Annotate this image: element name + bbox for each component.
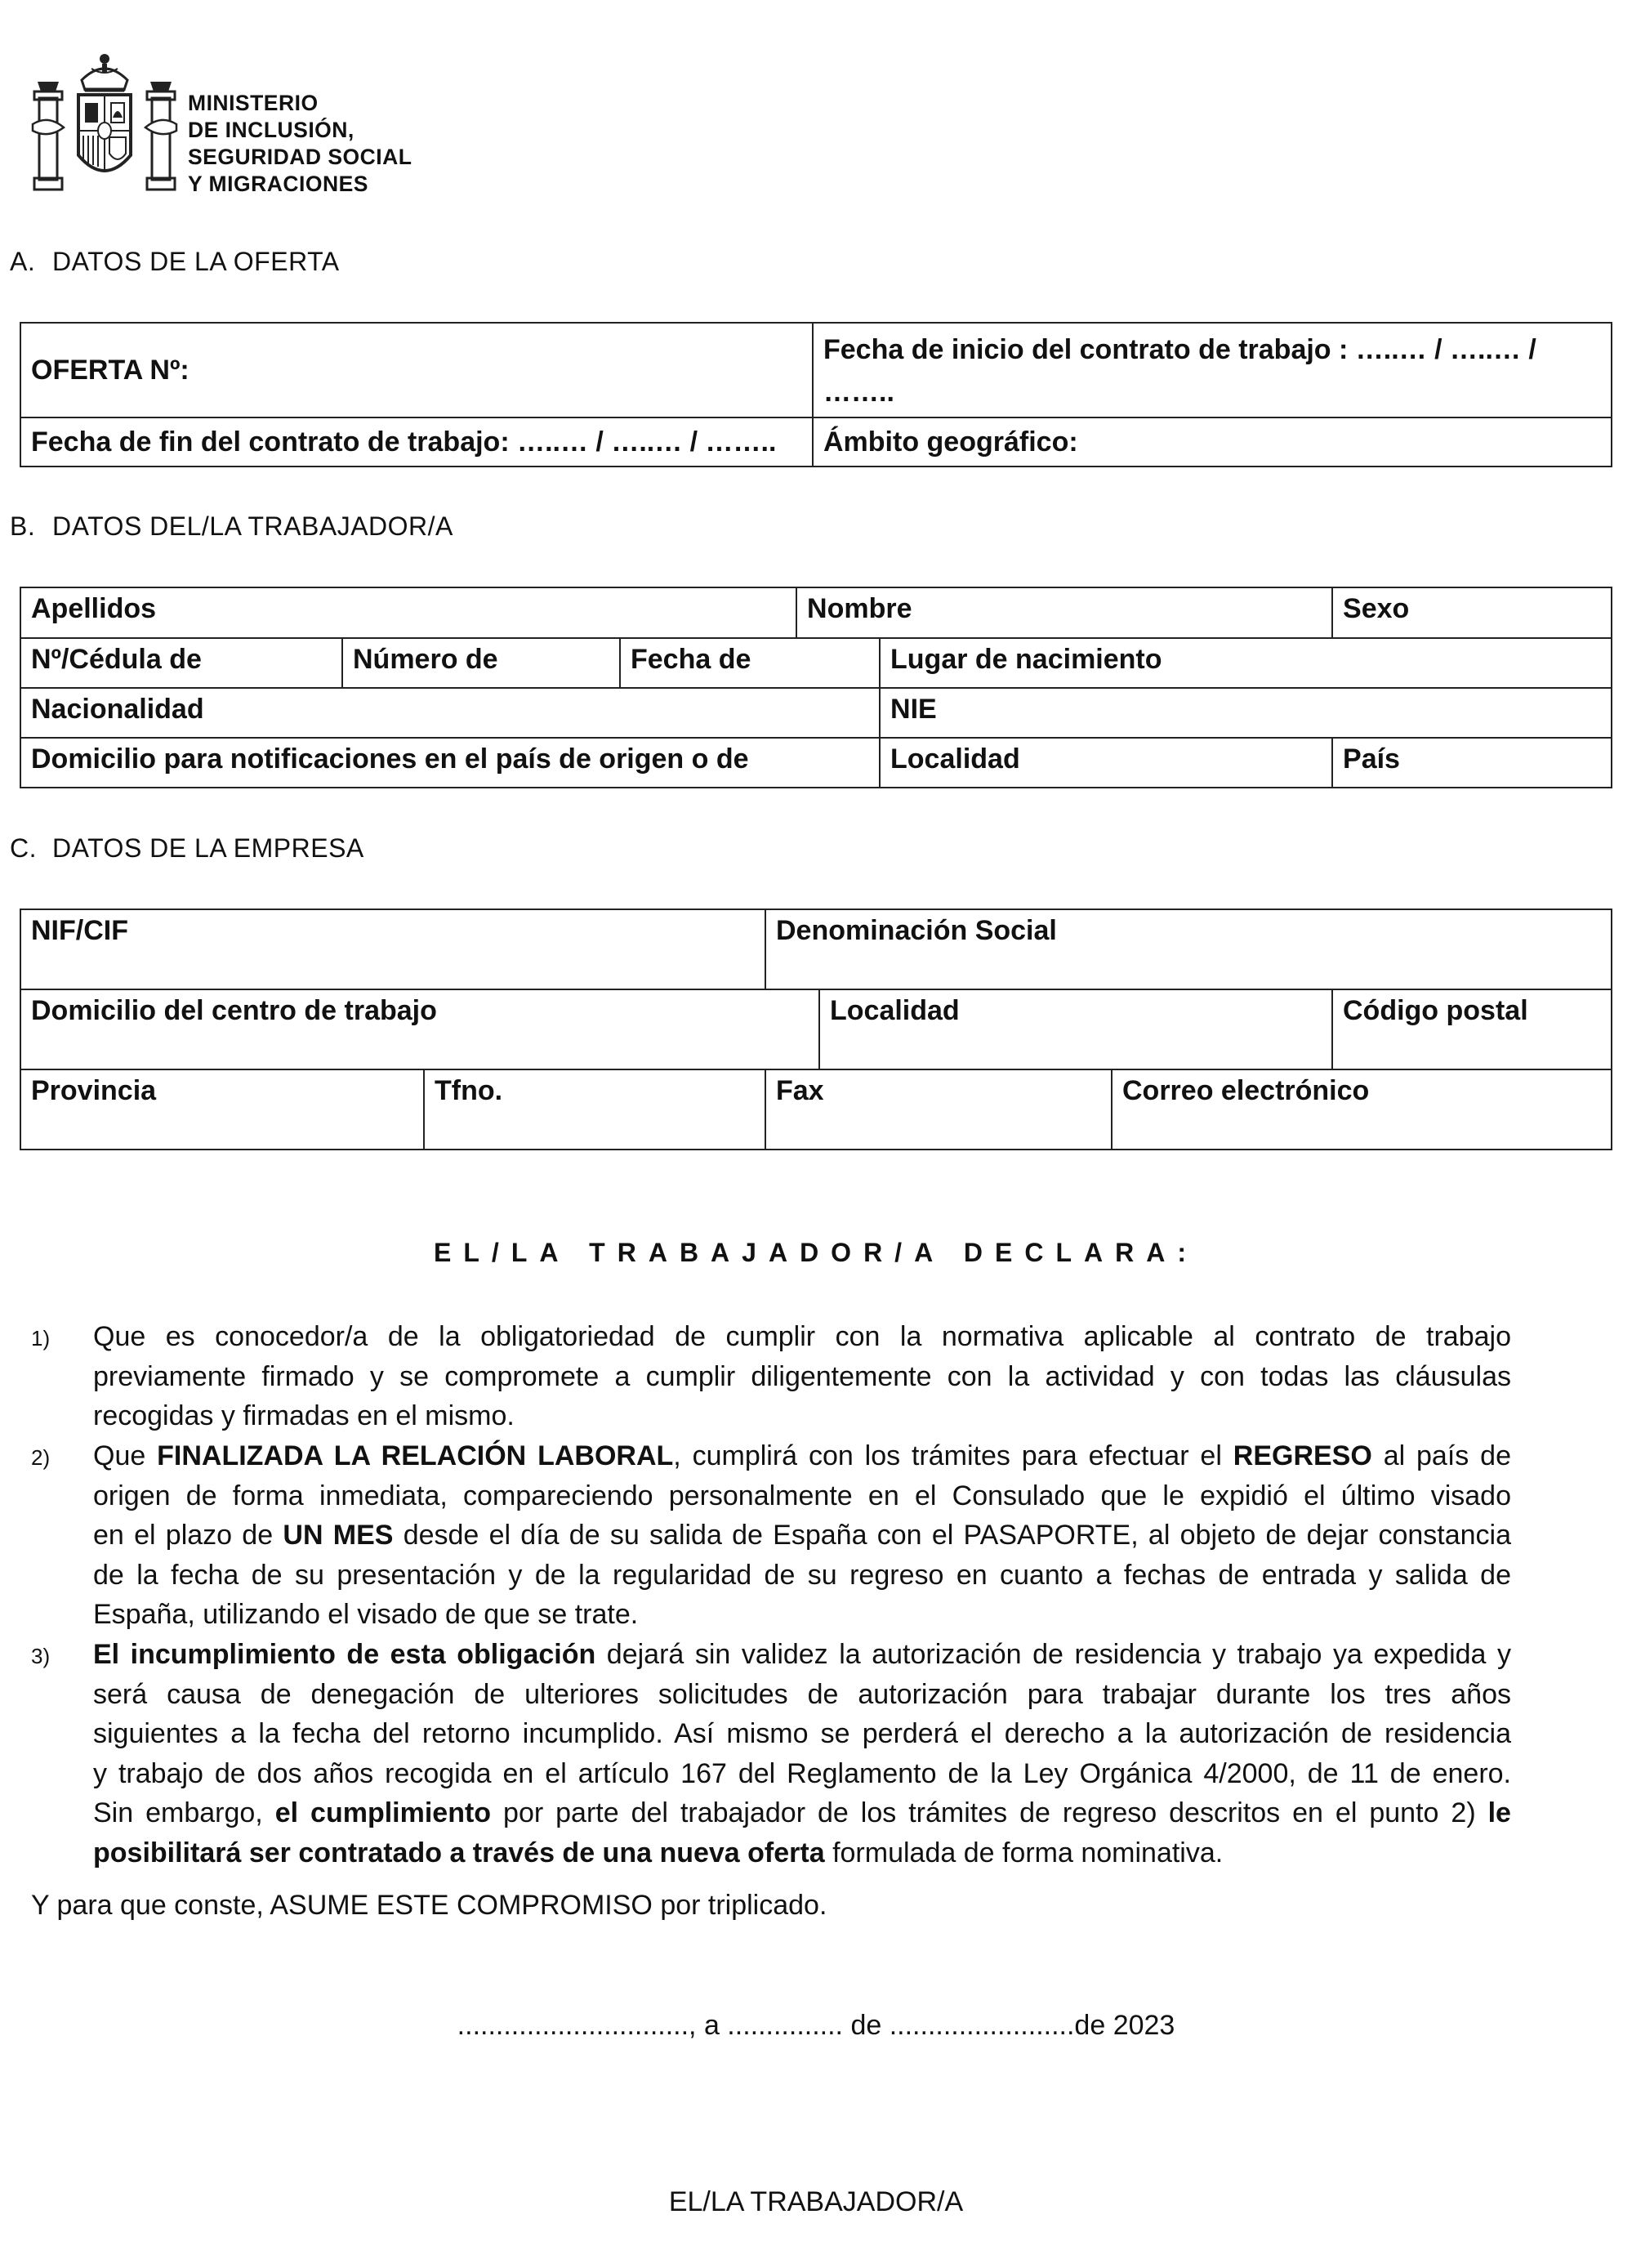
phone-label: Tfno. <box>435 1075 503 1106</box>
nif-field[interactable] <box>20 909 765 989</box>
birth-date-label: Fecha de <box>631 644 751 675</box>
section-b-letter: B. <box>10 511 36 541</box>
company-name-label: Denominación Social <box>776 915 1057 946</box>
section-c-heading <box>10 833 364 864</box>
contract-end-date-field[interactable] <box>20 417 813 467</box>
section-c-letter: C. <box>10 833 37 863</box>
ministry-line-4: Y MIGRACIONES <box>188 172 368 196</box>
item-3-text-5a: Sin embargo, <box>93 1797 263 1828</box>
signature-label: EL/LA TRABAJADOR/A <box>668 2186 964 2217</box>
workplace-address-field[interactable] <box>20 989 819 1069</box>
item-1-line-2: previamente firmado y se compromete a cumplir diligentemente con la actividad y con todas las cláusulas <box>93 1360 1511 1392</box>
item-2-line-2: origen de forma inmediata, compareciendo personalmente en el Consulado que le expidió el último visado <box>93 1480 1511 1511</box>
workplace-address-label: Domicilio del centro de trabajo <box>31 995 437 1026</box>
ministry-line-1: MINISTERIO <box>188 91 319 115</box>
section-a-heading <box>10 247 340 277</box>
birth-date-field[interactable] <box>620 638 880 688</box>
province-label: Provincia <box>31 1075 157 1106</box>
worker-table <box>20 587 1612 788</box>
item-2-bold-finalizada: FINALIZADA LA RELACIÓN LABORAL <box>157 1440 674 1471</box>
section-a-letter: A. <box>10 247 36 276</box>
section-a-title: DATOS DE LA OFERTA <box>52 247 340 276</box>
ministry-line-3: SEGURIDAD SOCIAL <box>188 145 412 169</box>
item-3-text-1b: dejará sin validez la autorización de residencia y trabajo ya expedida y <box>606 1639 1512 1670</box>
item-2-text-a: Que <box>93 1440 146 1471</box>
item-2-text-c: , cumplirá con los trámites para efectuar el <box>673 1440 1222 1471</box>
item-1-line-1: Que es conocedor/a de la obligatoriedad de cumplir con la normativa aplicable al contrato de trabajo <box>93 1321 1511 1352</box>
item-3-bold-incumplimiento: El incumplimiento de esta obligación <box>93 1639 596 1670</box>
company-name-field[interactable] <box>765 909 1612 989</box>
item-1-number: 1) <box>31 1326 51 1351</box>
id-card-field[interactable] <box>20 638 342 688</box>
sex-label: Sexo <box>1343 593 1410 624</box>
email-field[interactable] <box>1112 1069 1612 1150</box>
item-3-number: 3) <box>31 1644 51 1668</box>
ministry-line-2: DE INCLUSIÓN, <box>188 118 354 142</box>
item-1-line-3: recogidas y firmadas en el mismo. <box>93 1400 515 1431</box>
first-name-field[interactable] <box>796 587 1332 638</box>
contract-start-date-label: Fecha de inicio del contrato de trabajo : …..… / …..… / <box>823 334 1536 365</box>
nie-field[interactable] <box>880 688 1612 738</box>
item-2-line-1 <box>93 1436 1511 1476</box>
offer-table <box>20 322 1612 467</box>
phone-field[interactable] <box>424 1069 765 1150</box>
declaration-item-3 <box>31 1635 1511 1873</box>
item-2-number: 2) <box>31 1445 51 1470</box>
country-label: País <box>1343 743 1400 775</box>
surname-label: Apellidos <box>31 593 157 624</box>
nie-label: NIE <box>890 694 937 725</box>
worker-locality-label: Localidad <box>890 743 1020 775</box>
contract-start-date-label-cont: …….. <box>823 377 894 408</box>
contract-end-date-label: Fecha de fin del contrato de trabajo: …..… / …..… / …….. <box>31 426 777 458</box>
surname-field[interactable] <box>20 587 796 638</box>
item-2-line-4: de la fecha de su presentación y de la regularidad de su regreso en cuanto a fechas de entrada y salida de <box>93 1559 1511 1591</box>
ministry-header <box>31 49 488 200</box>
declaration-item-1 <box>31 1317 1511 1436</box>
company-locality-label: Localidad <box>830 995 960 1026</box>
section-b-heading <box>10 511 453 542</box>
item-3-bold-le: le <box>1487 1797 1511 1828</box>
item-3-line-3: siguientes a la fecha del retorno incumplido. Así mismo se perderá el derecho a la autorización de residencia <box>93 1718 1511 1749</box>
geographic-scope-label: Ámbito geográfico: <box>823 426 1078 458</box>
country-field[interactable] <box>1332 738 1612 788</box>
geographic-scope-field[interactable] <box>813 417 1612 467</box>
item-3-text-5c: por parte del trabajador de los trámites de regreso descritos en el punto 2) <box>503 1797 1476 1828</box>
sex-field[interactable] <box>1332 587 1612 638</box>
first-name-label: Nombre <box>807 593 912 624</box>
declaration-item-2 <box>31 1436 1511 1635</box>
section-b-title: DATOS DEL/LA TRABAJADOR/A <box>52 511 453 541</box>
nif-label: NIF/CIF <box>31 915 128 946</box>
declaration-title: EL/LA TRABAJADOR/A DECLARA: <box>434 1238 1198 1267</box>
item-3-line-2: será causa de denegación de ulteriores solicitudes de autorización para trabajar durante los tres años <box>93 1678 1511 1710</box>
number-label: Número de <box>353 644 498 675</box>
nationality-label: Nacionalidad <box>31 694 204 725</box>
item-3-text-6b: formulada de forma nominativa. <box>832 1837 1224 1868</box>
email-label: Correo electrónico <box>1122 1075 1370 1106</box>
item-3-line-6 <box>93 1833 1511 1873</box>
birthplace-label: Lugar de nacimiento <box>890 644 1162 675</box>
fax-label: Fax <box>776 1075 824 1106</box>
item-3-line-1 <box>93 1635 1511 1675</box>
province-field[interactable] <box>20 1069 424 1150</box>
item-2-text-3a: en el plazo de <box>93 1520 274 1551</box>
item-2-text-e: al país de <box>1383 1440 1511 1471</box>
nationality-field[interactable] <box>20 688 880 738</box>
fax-field[interactable] <box>765 1069 1112 1150</box>
offer-number-label: OFERTA Nº: <box>31 355 190 386</box>
company-table <box>20 909 1612 1150</box>
item-3-bold-cumplimiento: el cumplimiento <box>274 1797 492 1828</box>
number-field[interactable] <box>342 638 620 688</box>
item-2-line-5: España, utilizando el visado de que se trate. <box>93 1599 639 1630</box>
notification-address-label: Domicilio para notificaciones en el país de origen o de <box>31 743 749 775</box>
coat-of-arms-logo <box>31 49 178 200</box>
worker-locality-field[interactable] <box>880 738 1332 788</box>
notification-address-field[interactable] <box>20 738 880 788</box>
item-2-text-3c: desde el día de su salida de España con el PASAPORTE, al objeto de dejar constancia <box>403 1520 1511 1551</box>
item-2-bold-regreso: REGRESO <box>1233 1440 1372 1471</box>
section-c-title: DATOS DE LA EMPRESA <box>52 833 364 863</box>
item-3-line-4: y trabajo de dos años recogida en el artículo 167 del Reglamento de la Ley Orgánica 4/2000, de 11 de enero. <box>93 1757 1511 1789</box>
contract-start-date-field[interactable] <box>813 323 1612 417</box>
company-locality-field[interactable] <box>819 989 1332 1069</box>
ministry-name <box>188 90 412 198</box>
postal-code-label: Código postal <box>1343 995 1528 1026</box>
place-date-line[interactable]: .............................., a ............... de ........................de 2023 <box>457 2010 1175 2041</box>
item-3-line-5 <box>93 1793 1511 1833</box>
birthplace-field[interactable] <box>880 638 1612 688</box>
item-2-bold-un-mes: UN MES <box>283 1520 394 1551</box>
item-3-bold-posibilitara: posibilitará ser contratado a través de una nueva oferta <box>93 1837 825 1868</box>
item-2-line-3 <box>93 1516 1511 1556</box>
offer-number-field[interactable] <box>20 323 813 417</box>
closing-statement: Y para que conste, ASUME ESTE COMPROMISO por triplicado. <box>31 1890 827 1921</box>
postal-code-field[interactable] <box>1332 989 1612 1069</box>
id-card-label: Nº/Cédula de <box>31 644 202 675</box>
